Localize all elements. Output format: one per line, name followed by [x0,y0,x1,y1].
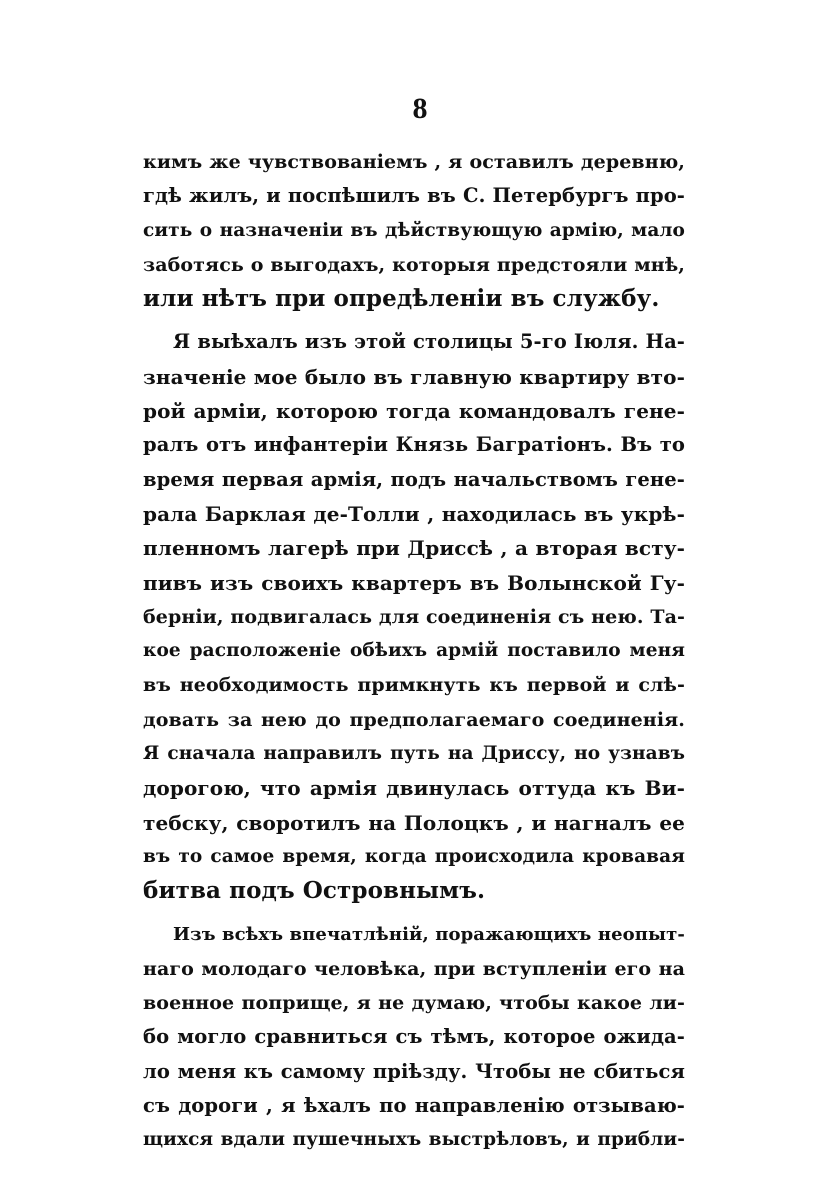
text-line: время первая армія, подъ начальствомъ гене- [143,467,685,491]
text-line: сить о назначеніи въ дѣйствующую армію, мало [143,219,685,241]
text-line: пленномъ лагерѣ при Дриссѣ , а вторая всту- [143,536,685,561]
text-line: битва подъ Островнымъ. [143,877,486,905]
paragraph-gap [143,316,685,325]
text-line: ло меня къ самому пріѣзду. Чтобы не сбиться [143,1059,685,1083]
text-line: тебску, своротилъ на Полоцкъ , и нагналъ ее [143,810,685,835]
text-line: военное поприще, я не думаю, чтобы какое ли- [143,992,685,1015]
body-text [143,145,685,1158]
page-number: 8 [412,92,428,125]
paragraph-3 [143,918,685,1158]
text-line: въ необходимость примкнуть къ первой и слѣ- [143,674,685,697]
text-line: дорогою, что армія двинулась оттуда къ Ви- [143,776,685,801]
text-line: заботясь о выгодахъ, которыя предстояли мнѣ, [143,253,685,276]
paragraph-gap [143,909,685,918]
text-line: пивъ изъ своихъ квартеръ въ Волынской Гу- [143,570,685,595]
text-line: берніи, подвигалась для соединенія съ нею. Та- [143,605,685,628]
text-line: бо могло сравниться съ тѣмъ, которое ожида- [143,1025,685,1049]
text-line: значеніе мое было въ главную квартиру вто- [143,364,685,389]
text-line: щихся вдали пушечныхъ выстрѣловъ, и прибли- [143,1129,685,1151]
text-line: рой арміи, которою тогда командовалъ гене- [143,399,685,424]
text-line: или нѣтъ при опредѣленіи въ службу. [143,285,660,313]
text-line: рала Барклая де-Толли , находилась въ укрѣ- [143,501,685,526]
text-line: ралъ отъ инфантеріи Князь Багратіонъ. Въ то [143,433,685,457]
text-line: съ дороги , я ѣхалъ по направленію отзываю- [143,1094,685,1118]
text-line: гдѣ жилъ, и поспѣшилъ въ С. Петербургъ про- [143,184,685,208]
paragraph-1 [143,145,685,316]
text-line: довать за нею до предполагаемаго соединенія. [143,708,685,731]
text-line: въ то самое время, когда происходила кровавая [143,845,685,867]
text-line: Изъ всѣхъ впечатлѣній, поражающихъ неопыт- [173,923,685,945]
text-line: кое расположеніе обѣихъ армій поставило меня [143,640,685,662]
paragraph-2 [143,325,685,908]
text-line: Я сначала направилъ путь на Дриссу, но узнавъ [143,743,685,765]
text-line: Я выѣхалъ изъ этой столицы 5-го Іюля. На- [173,330,685,354]
text-line: кимъ же чувствованіемъ , я оставилъ деревню, [143,151,685,173]
text-line: наго молодаго человѣка, при вступленіи его на [143,957,685,980]
